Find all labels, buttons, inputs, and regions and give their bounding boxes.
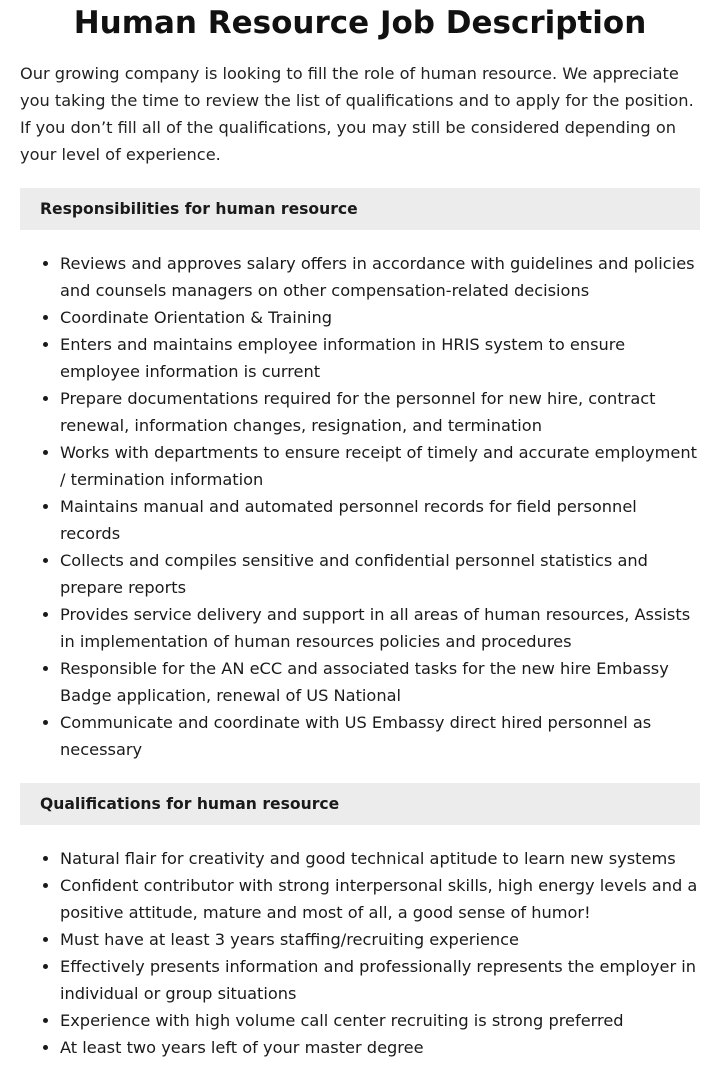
page-title: Human Resource Job Description [73,5,647,41]
list-item: • At least two years left of your master degree [60,1034,700,1061]
list-item: • Enters and maintains employee information in HRIS system to ensure employee information is current [60,331,700,385]
responsibilities-list [20,250,700,763]
list-item: • Confident contributor with strong interpersonal skills, high energy levels and a positive attitude, mature and most of all, a good sense of humor! [60,872,700,926]
list-item: • Collects and compiles sensitive and confidential personnel statistics and prepare reports [60,547,700,601]
list-item: • Reviews and approves salary offers in accordance with guidelines and policies and counsels managers on other compensation-related decisions [60,250,700,304]
list-item: • Communicate and coordinate with US Embassy direct hired personnel as necessary [60,709,700,763]
list-item: • Natural flair for creativity and good technical aptitude to learn new systems [60,845,700,872]
list-item: • Effectively presents information and professionally represents the employer in individual or group situations [60,953,700,1007]
qualifications-heading: Qualifications for human resource [20,783,700,825]
responsibilities-heading: Responsibilities for human resource [20,188,700,230]
list-item: • Maintains manual and automated personnel records for field personnel records [60,493,700,547]
list-item: • Must have at least 3 years staffing/recruiting experience [60,926,700,953]
list-item: • Provides service delivery and support in all areas of human resources, Assists in implementation of human resources policies and procedures [60,601,700,655]
list-item: • Prepare documentations required for the personnel for new hire, contract renewal, information changes, resignation, and termination [60,385,700,439]
list-item: • Responsible for the AN eCC and associated tasks for the new hire Embassy Badge application, renewal of US National [60,655,700,709]
list-item: • Coordinate Orientation & Training [60,304,700,331]
qualifications-list [20,845,700,1061]
intro-paragraph: Our growing company is looking to fill the role of human resource. We appreciate you taking the time to review the list of qualifications and to apply for the position. If you don’t fill all of the qualifications, you may still be considered depending on your level of experience. [20,64,694,164]
list-item: • Experience with high volume call center recruiting is strong preferred [60,1007,700,1034]
list-item: • Works with departments to ensure receipt of timely and accurate employment / termination information [60,439,700,493]
